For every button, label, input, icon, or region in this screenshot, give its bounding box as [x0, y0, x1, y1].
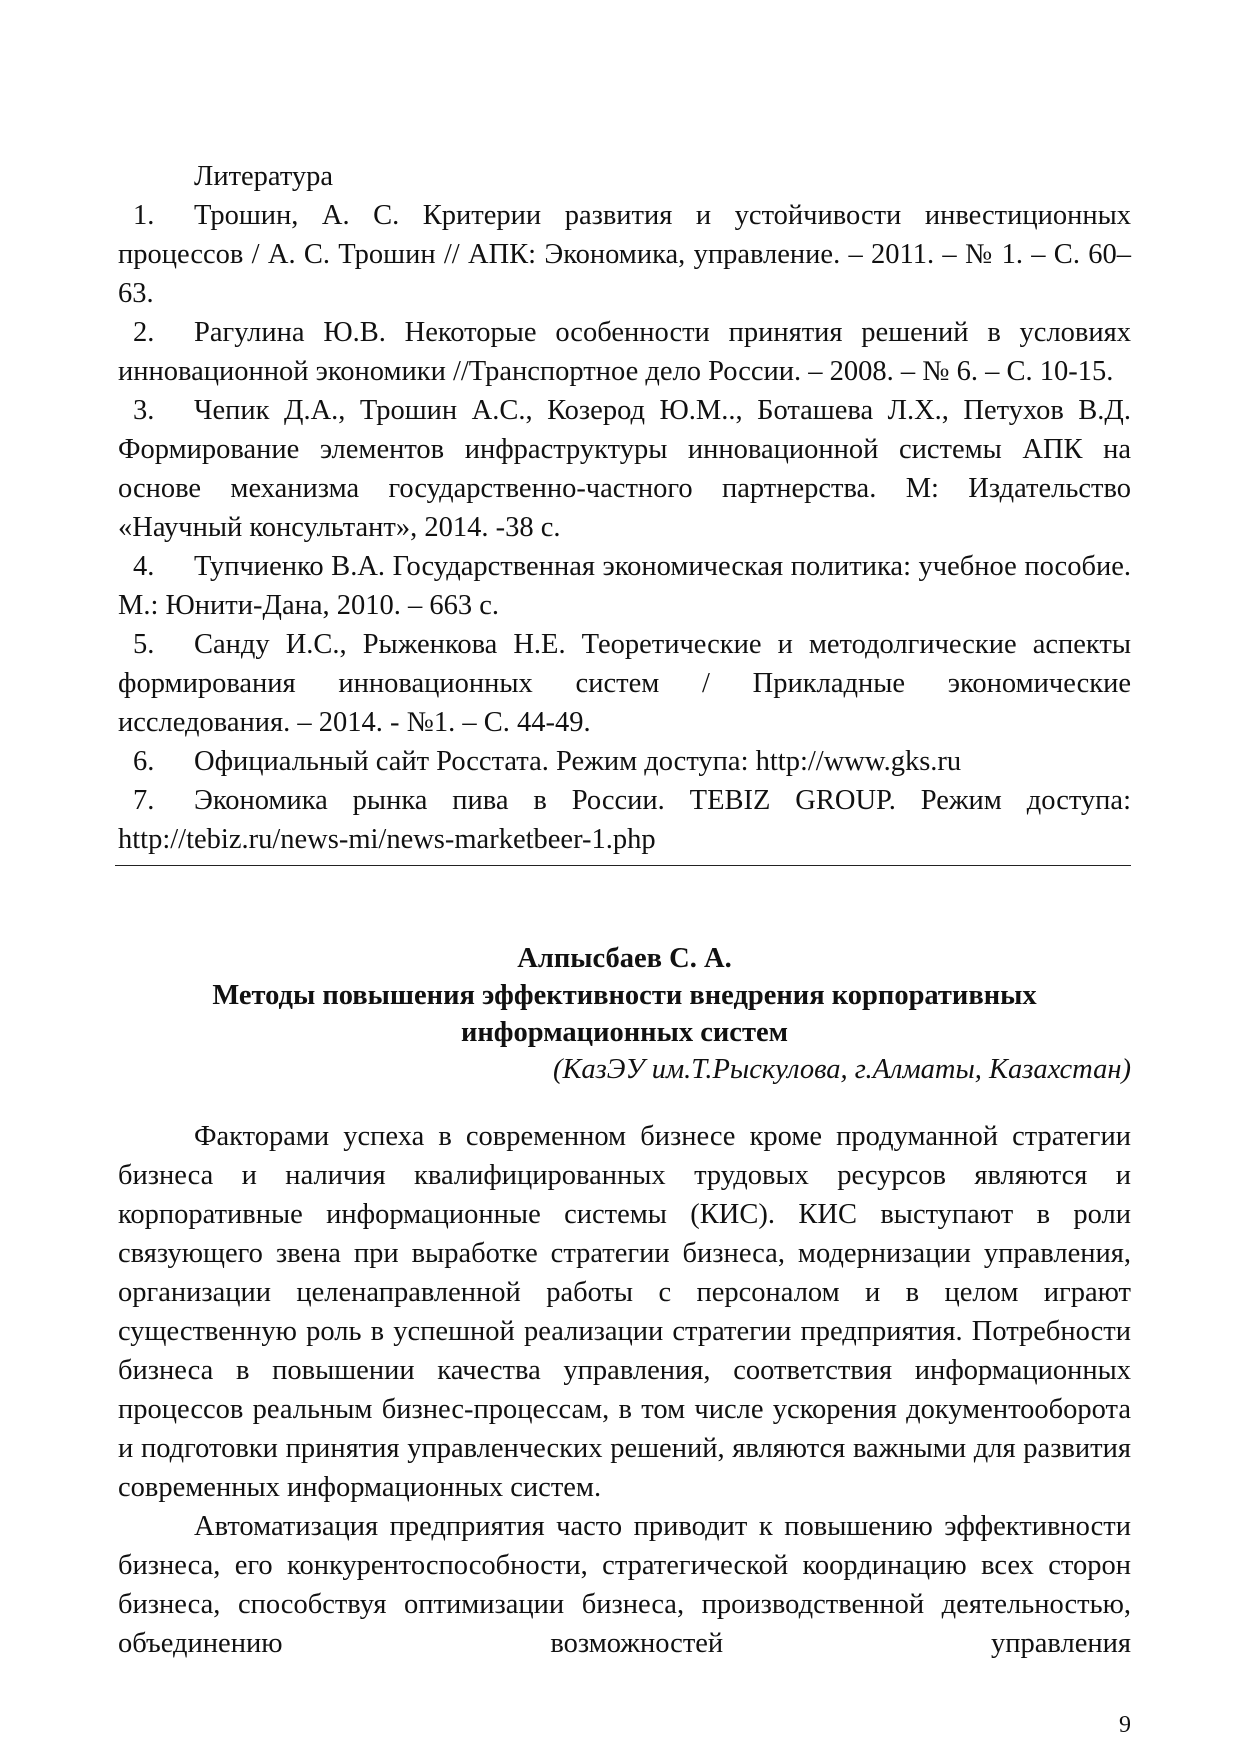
article-body [118, 1117, 1131, 1663]
reference-text: Тупчиенко В.А. Государственная экономическая политика: учебное пособие. М.: Юнити-Дана, 2010. – 663 с. [118, 551, 1131, 621]
reference-number: 5. [133, 629, 155, 660]
reference-number: 1. [133, 200, 155, 231]
reference-text: Рагулина Ю.В. Некоторые особенности принятия решений в условиях инновационной экономики //Транспортное дело России. – 2008. – № 6. – С. 10-15. [118, 317, 1131, 387]
reference-text: Экономика рынка пива в России. TEBIZ GROUP. Режим доступа: http://tebiz.ru/news-mi/news-marketbeer-1.php [118, 785, 1131, 855]
reference-number: 2. [133, 317, 155, 348]
reference-item [118, 313, 1131, 391]
reference-text: Официальный сайт Росстата. Режим доступа: http://www.gks.ru [194, 746, 962, 777]
reference-item [118, 391, 1131, 547]
article-author: Алпысбаев С. А. [517, 943, 732, 974]
reference-item [118, 625, 1131, 742]
reference-number: 6. [133, 746, 155, 777]
reference-number: 3. [133, 395, 155, 426]
section-divider [115, 865, 1131, 866]
article-title-line-2: информационных систем [460, 1017, 789, 1048]
references-heading: Литература [194, 161, 334, 192]
reference-text: Трошин, А. С. Критерии развития и устойчивости инвестиционных процессов / А. С. Трошин // АПК: Экономика, управление. – 2011. – № 1. – С. 60–63. [118, 200, 1131, 309]
reference-item [118, 781, 1131, 859]
references-section [118, 157, 1131, 866]
article-paragraph: Автоматизация предприятия часто приводит к повышению эффективности бизнеса, его конкурентоспособности, стратегической координацию всех сторон бизнеса, способствуя оптимизации бизнеса, производственной деятельностью, объединению возможностей управления [118, 1511, 1131, 1659]
reference-item [118, 742, 1131, 781]
reference-text: Санду И.С., Рыженкова Н.Е. Теоретические и методолгические аспекты формирования инновационных систем / Прикладные экономические исследования. – 2014. - №1. – С. 44-49. [118, 629, 1131, 738]
page-number: 9 [1119, 1712, 1131, 1738]
article-affiliation: (КазЭУ им.Т.Рыскулова, г.Алматы, Казахстан) [553, 1054, 1131, 1085]
reference-number: 7. [133, 785, 155, 816]
article-header [118, 940, 1131, 1088]
reference-item [118, 547, 1131, 625]
article-paragraph: Факторами успеха в современном бизнесе кроме продуманной стратегии бизнеса и наличия квалифицированных трудовых ресурсов являются и корпоративные информационные системы (КИС). КИС выступают в роли связующего звена при выработке стратегии бизнеса, модернизации управления, организации целенаправленной работы с персоналом и в целом играют существенную роль в успешной реализации стратегии предприятия. Потребности бизнеса в повышении качества управления, соответствия информационных процессов реальным бизнес-процессам, в том числе ускорения документооборота и подготовки принятия управленческих решений, являются важными для развития современных информационных систем. [118, 1121, 1131, 1503]
reference-item [118, 196, 1131, 313]
reference-text: Чепик Д.А., Трошин А.С., Козерод Ю.М.., Боташева Л.Х., Петухов В.Д. Формирование элементов инфраструктуры инновационной системы АПК на основе механизма государственно-частного партнерства. М: Издательство «Научный консультант», 2014. -38 с. [118, 395, 1131, 543]
article-title-line-1: Методы повышения эффективности внедрения корпоративных [212, 980, 1037, 1011]
reference-number: 4. [133, 551, 155, 582]
